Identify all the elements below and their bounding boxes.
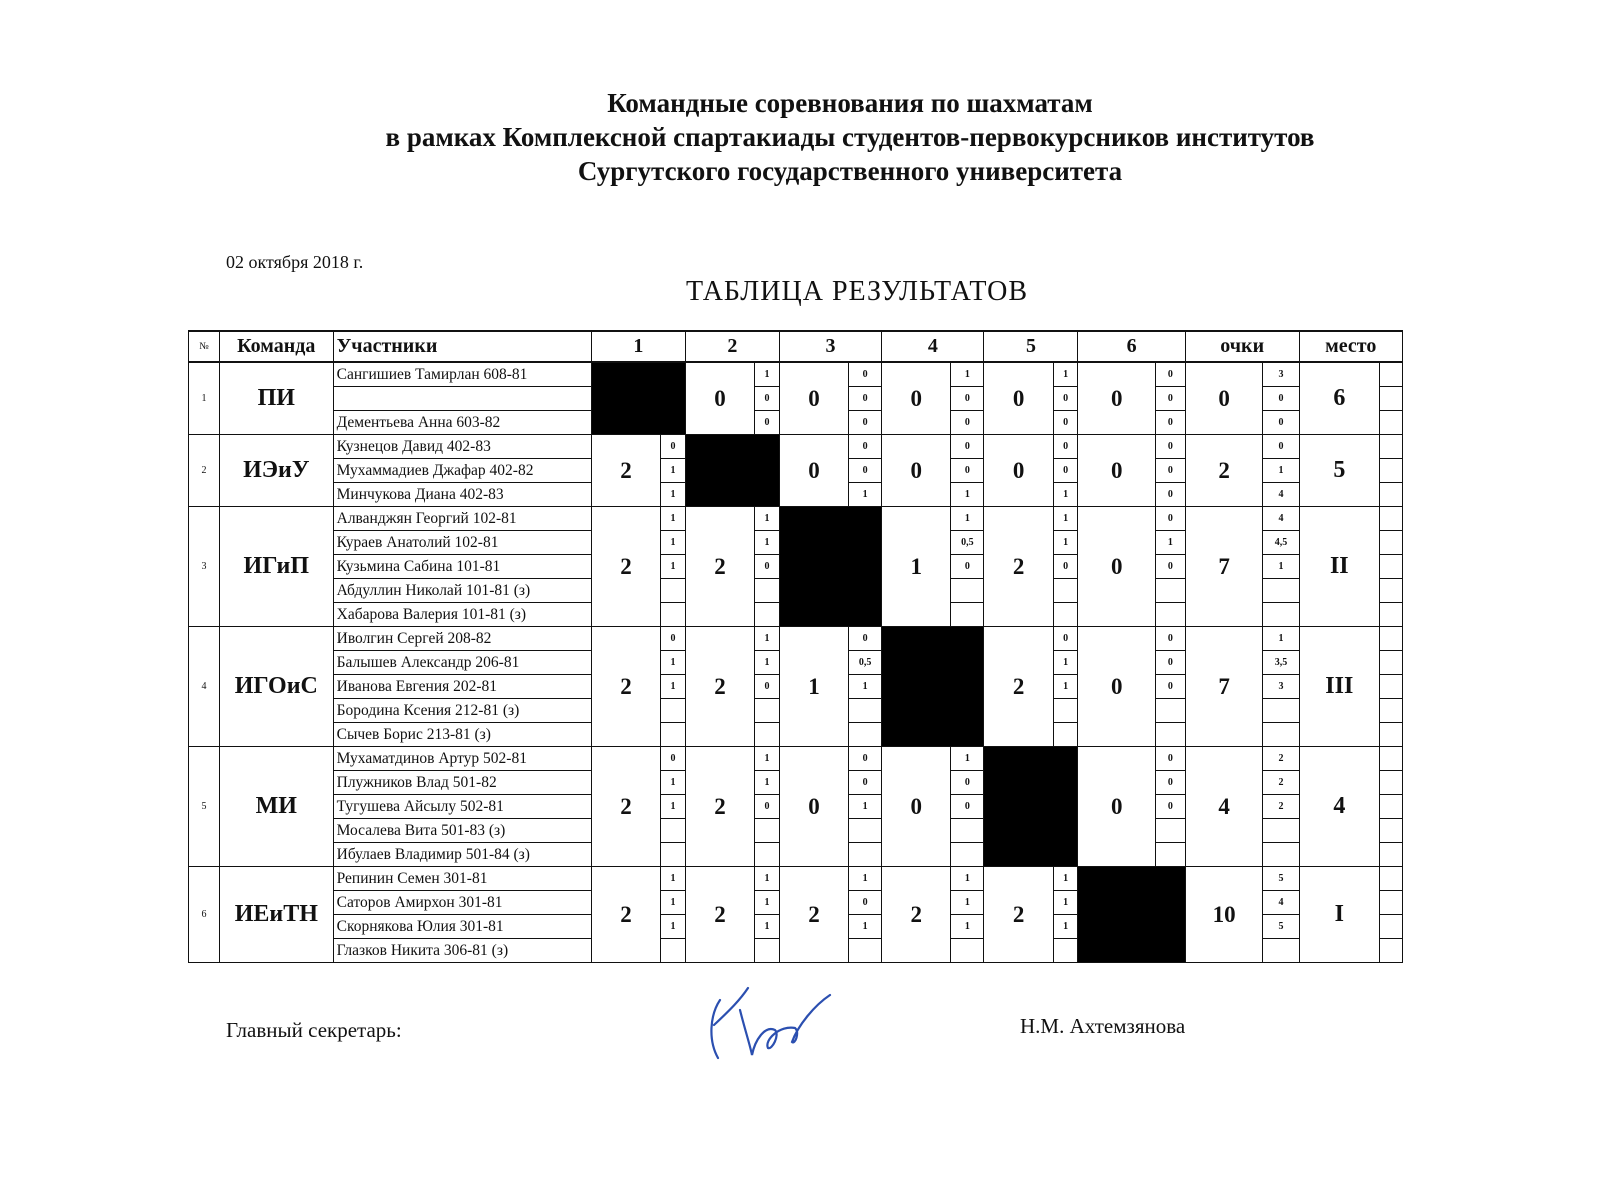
place-extra-cell — [1380, 507, 1403, 531]
signature — [700, 970, 840, 1070]
board-score: 0 — [1053, 411, 1078, 435]
board-score — [849, 819, 882, 843]
participant-name: Бородина Ксения 212-81 (з) — [333, 699, 591, 723]
place-extra-cell — [1380, 411, 1403, 435]
board-score: 0 — [755, 555, 780, 579]
document-date: 02 октября 2018 г. — [226, 252, 364, 272]
board-score: 0 — [849, 627, 882, 651]
board-score: 1 — [849, 867, 882, 891]
board-score — [755, 939, 780, 963]
match-result: 0 — [779, 362, 848, 435]
header-round-1: 1 — [591, 331, 685, 362]
board-score: 1 — [1053, 362, 1078, 387]
team-place: III — [1299, 627, 1380, 747]
match-result: 2 — [685, 627, 754, 747]
place-extra-cell — [1380, 483, 1403, 507]
board-score — [1155, 723, 1185, 747]
board-score: 1 — [1053, 483, 1078, 507]
place-extra-cell — [1380, 819, 1403, 843]
header-round-2: 2 — [685, 331, 779, 362]
board-score — [661, 939, 686, 963]
place-extra-cell — [1380, 675, 1403, 699]
board-score: 0 — [755, 795, 780, 819]
board-score: 0 — [755, 675, 780, 699]
team-name: ИЕиТН — [219, 867, 333, 963]
match-result: 0 — [882, 435, 951, 507]
board-points: 0 — [1263, 387, 1299, 411]
team-name: ПИ — [219, 362, 333, 435]
match-result: 0 — [1078, 435, 1155, 507]
board-score — [661, 723, 686, 747]
board-score: 0 — [849, 891, 882, 915]
participant-name: Иванова Евгения 202-81 — [333, 675, 591, 699]
title-line-1: Командные соревнования по шахматам — [607, 88, 1093, 118]
board-score — [755, 699, 780, 723]
participant-name: Скорнякова Юлия 301-81 — [333, 915, 591, 939]
board-score: 0 — [1155, 795, 1185, 819]
board-score: 0 — [951, 555, 984, 579]
place-extra-cell — [1380, 867, 1403, 891]
board-score: 0 — [1155, 483, 1185, 507]
board-score: 1 — [755, 867, 780, 891]
match-result: 0 — [779, 747, 848, 867]
board-points — [1263, 579, 1299, 603]
board-score: 0 — [951, 387, 984, 411]
board-score: 1 — [755, 747, 780, 771]
board-score — [755, 723, 780, 747]
board-points: 4 — [1263, 483, 1299, 507]
participant-name: Саторов Амирхон 301-81 — [333, 891, 591, 915]
board-score — [661, 603, 686, 627]
board-score: 1 — [755, 507, 780, 531]
board-score: 0 — [849, 747, 882, 771]
place-extra-cell — [1380, 603, 1403, 627]
board-score — [661, 843, 686, 867]
header-team: Команда — [219, 331, 333, 362]
board-score — [849, 699, 882, 723]
board-score — [661, 819, 686, 843]
board-points: 0 — [1263, 435, 1299, 459]
board-score: 0 — [849, 411, 882, 435]
board-score: 1 — [661, 531, 686, 555]
participant-name: Плужников Влад 501-82 — [333, 771, 591, 795]
results-body — [189, 362, 1403, 963]
board-score: 1 — [1053, 651, 1078, 675]
board-score: 1 — [661, 675, 686, 699]
board-score — [849, 723, 882, 747]
board-score: 1 — [661, 459, 686, 483]
match-result: 2 — [685, 867, 754, 963]
board-score: 0 — [951, 459, 984, 483]
match-result: 2 — [591, 507, 660, 627]
title-line-3: Сургутского государственного университета — [577, 156, 1123, 186]
self-play-cell — [591, 362, 685, 435]
board-score — [1155, 603, 1185, 627]
board-points: 3 — [1263, 362, 1299, 387]
team-name: МИ — [219, 747, 333, 867]
board-score: 0 — [849, 435, 882, 459]
board-points: 1 — [1263, 459, 1299, 483]
match-result: 2 — [591, 435, 660, 507]
board-score: 0,5 — [951, 531, 984, 555]
team-place: 5 — [1299, 435, 1380, 507]
participant-name: Мухаммадиев Джафар 402-82 — [333, 459, 591, 483]
header-points: очки — [1185, 331, 1299, 362]
header-round-3: 3 — [779, 331, 881, 362]
match-result: 0 — [685, 362, 754, 435]
team-number: 6 — [189, 867, 220, 963]
board-score — [951, 579, 984, 603]
match-result: 2 — [591, 747, 660, 867]
header-round-5: 5 — [984, 331, 1078, 362]
board-score — [1053, 579, 1078, 603]
board-score: 0 — [1155, 675, 1185, 699]
board-score: 0 — [1053, 459, 1078, 483]
board-score: 1 — [951, 362, 984, 387]
team-points: 4 — [1185, 747, 1262, 867]
board-score: 0 — [951, 771, 984, 795]
place-extra-cell — [1380, 723, 1403, 747]
match-result: 2 — [779, 867, 848, 963]
participant-name: Минчукова Диана 402-83 — [333, 483, 591, 507]
place-extra-cell — [1380, 891, 1403, 915]
header-participants: Участники — [333, 331, 591, 362]
board-score: 1 — [661, 915, 686, 939]
board-points — [1263, 819, 1299, 843]
participant-name: Глазков Никита 306-81 (з) — [333, 939, 591, 963]
header-no: № — [189, 331, 220, 362]
board-score: 1 — [951, 747, 984, 771]
team-name: ИЭиУ — [219, 435, 333, 507]
match-result: 0 — [882, 747, 951, 867]
team-number: 5 — [189, 747, 220, 867]
board-score — [661, 699, 686, 723]
match-result: 2 — [984, 867, 1053, 963]
match-result: 0 — [984, 362, 1053, 435]
team-name: ИГОиС — [219, 627, 333, 747]
table-row — [189, 507, 1403, 531]
match-result: 2 — [591, 867, 660, 963]
participant-name — [333, 387, 591, 411]
match-result: 0 — [984, 435, 1053, 507]
board-score: 0 — [849, 387, 882, 411]
match-result: 0 — [882, 362, 951, 435]
board-points — [1263, 603, 1299, 627]
board-score: 0 — [661, 627, 686, 651]
board-score — [849, 843, 882, 867]
place-extra-cell — [1380, 459, 1403, 483]
team-points: 7 — [1185, 627, 1262, 747]
board-score: 1 — [661, 771, 686, 795]
board-score — [1053, 699, 1078, 723]
board-score: 1 — [661, 507, 686, 531]
team-points: 2 — [1185, 435, 1262, 507]
board-score: 0 — [1155, 387, 1185, 411]
team-number: 3 — [189, 507, 220, 627]
board-score — [1053, 603, 1078, 627]
board-points — [1263, 843, 1299, 867]
place-extra-cell — [1380, 843, 1403, 867]
board-score: 1 — [661, 555, 686, 579]
board-score: 0 — [1053, 627, 1078, 651]
participant-name: Абдуллин Николай 101-81 (з) — [333, 579, 591, 603]
board-score: 0 — [849, 362, 882, 387]
self-play-cell — [882, 627, 984, 747]
participant-name: Кураев Анатолий 102-81 — [333, 531, 591, 555]
match-result: 1 — [882, 507, 951, 627]
header-place: место — [1299, 331, 1402, 362]
table-row — [189, 435, 1403, 459]
self-play-cell — [984, 747, 1078, 867]
board-score: 1 — [849, 483, 882, 507]
table-row — [189, 362, 1403, 387]
self-play-cell — [1078, 867, 1185, 963]
board-score: 0 — [661, 435, 686, 459]
board-score: 0 — [951, 435, 984, 459]
board-points: 1 — [1263, 555, 1299, 579]
match-result: 2 — [882, 867, 951, 963]
match-result: 0 — [1078, 627, 1155, 747]
place-extra-cell — [1380, 651, 1403, 675]
board-score — [849, 939, 882, 963]
board-score: 1 — [951, 483, 984, 507]
place-extra-cell — [1380, 771, 1403, 795]
table-row — [189, 867, 1403, 891]
match-result: 2 — [984, 627, 1053, 747]
header-round-6: 6 — [1078, 331, 1185, 362]
match-result: 2 — [591, 627, 660, 747]
document-title — [200, 86, 1500, 188]
board-score: 1 — [755, 891, 780, 915]
team-place: I — [1299, 867, 1380, 963]
board-score: 1 — [1155, 531, 1185, 555]
place-extra-cell — [1380, 699, 1403, 723]
board-points: 4,5 — [1263, 531, 1299, 555]
board-score — [661, 579, 686, 603]
board-score: 1 — [1053, 531, 1078, 555]
table-heading: ТАБЛИЦА РЕЗУЛЬТАТОВ — [686, 276, 1029, 307]
board-score: 0 — [849, 771, 882, 795]
board-score: 1 — [755, 531, 780, 555]
board-score: 1 — [1053, 891, 1078, 915]
team-number: 4 — [189, 627, 220, 747]
board-points: 4 — [1263, 507, 1299, 531]
board-score: 1 — [1053, 507, 1078, 531]
results-table — [188, 330, 1403, 963]
participant-name: Репинин Семен 301-81 — [333, 867, 591, 891]
board-score: 0 — [849, 459, 882, 483]
board-score: 0 — [1155, 771, 1185, 795]
board-score: 0 — [1155, 627, 1185, 651]
board-score: 0 — [1155, 411, 1185, 435]
board-score: 1 — [755, 627, 780, 651]
participant-name: Мухаматдинов Артур 502-81 — [333, 747, 591, 771]
board-points: 4 — [1263, 891, 1299, 915]
team-number: 2 — [189, 435, 220, 507]
board-points: 3,5 — [1263, 651, 1299, 675]
board-score: 0 — [1155, 362, 1185, 387]
team-points: 7 — [1185, 507, 1262, 627]
board-score — [755, 819, 780, 843]
team-place: 4 — [1299, 747, 1380, 867]
team-place: 6 — [1299, 362, 1380, 435]
self-play-cell — [685, 435, 779, 507]
board-points — [1263, 699, 1299, 723]
match-result: 0 — [1078, 362, 1155, 435]
board-score: 1 — [849, 795, 882, 819]
self-play-cell — [779, 507, 881, 627]
header-row — [189, 331, 1403, 362]
board-score: 1 — [755, 362, 780, 387]
participant-name: Алванджян Георгий 102-81 — [333, 507, 591, 531]
board-score — [1053, 939, 1078, 963]
board-score: 1 — [661, 651, 686, 675]
participant-name: Иволгин Сергей 208-82 — [333, 627, 591, 651]
board-score: 1 — [661, 891, 686, 915]
place-extra-cell — [1380, 939, 1403, 963]
board-score: 0 — [1053, 435, 1078, 459]
match-result: 0 — [1078, 507, 1155, 627]
board-score — [951, 939, 984, 963]
board-score: 1 — [951, 507, 984, 531]
board-score — [1155, 699, 1185, 723]
board-score: 1 — [951, 891, 984, 915]
place-extra-cell — [1380, 555, 1403, 579]
place-extra-cell — [1380, 579, 1403, 603]
board-points: 2 — [1263, 771, 1299, 795]
match-result: 2 — [984, 507, 1053, 627]
team-place: II — [1299, 507, 1380, 627]
participant-name: Тугушева Айсылу 502-81 — [333, 795, 591, 819]
participant-name: Ибулаев Владимир 501-84 (з) — [333, 843, 591, 867]
board-score: 0 — [951, 795, 984, 819]
title-line-2: в рамках Комплексной спартакиады студентов-первокурсников институтов — [385, 122, 1315, 152]
match-result: 2 — [685, 507, 754, 627]
board-points: 5 — [1263, 867, 1299, 891]
board-score — [951, 819, 984, 843]
match-result: 0 — [1078, 747, 1155, 867]
team-name: ИГиП — [219, 507, 333, 627]
board-score — [1155, 819, 1185, 843]
board-score: 0 — [1155, 747, 1185, 771]
match-result: 0 — [779, 435, 848, 507]
board-score — [755, 579, 780, 603]
board-score: 0 — [951, 411, 984, 435]
board-points: 2 — [1263, 747, 1299, 771]
board-points — [1263, 723, 1299, 747]
board-points: 5 — [1263, 915, 1299, 939]
place-extra-cell — [1380, 387, 1403, 411]
secretary-label: Главный секретарь: — [226, 1018, 402, 1042]
board-score: 1 — [661, 483, 686, 507]
participant-name: Сангишиев Тамирлан 608-81 — [333, 362, 591, 387]
table-row — [189, 627, 1403, 651]
header-round-4: 4 — [882, 331, 984, 362]
place-extra-cell — [1380, 362, 1403, 387]
board-score: 0 — [755, 387, 780, 411]
board-score: 1 — [755, 651, 780, 675]
board-score: 0 — [661, 747, 686, 771]
match-result: 2 — [685, 747, 754, 867]
board-score — [755, 603, 780, 627]
board-score: 1 — [849, 675, 882, 699]
board-score: 0 — [1053, 555, 1078, 579]
team-points: 10 — [1185, 867, 1262, 963]
board-score: 1 — [1053, 675, 1078, 699]
board-score: 0 — [1053, 387, 1078, 411]
participant-name: Дементьева Анна 603-82 — [333, 411, 591, 435]
board-score: 1 — [1053, 867, 1078, 891]
board-score: 1 — [755, 771, 780, 795]
board-points: 0 — [1263, 411, 1299, 435]
place-extra-cell — [1380, 915, 1403, 939]
board-score: 1 — [951, 867, 984, 891]
table-row — [189, 747, 1403, 771]
board-points: 2 — [1263, 795, 1299, 819]
place-extra-cell — [1380, 531, 1403, 555]
board-score — [1155, 843, 1185, 867]
board-score: 1 — [951, 915, 984, 939]
participant-name: Кузнецов Давид 402-83 — [333, 435, 591, 459]
board-score — [1155, 579, 1185, 603]
board-score — [1053, 723, 1078, 747]
board-score — [951, 603, 984, 627]
board-score: 1 — [661, 867, 686, 891]
secretary-name: Н.М. Ахтемзянова — [1020, 1014, 1186, 1038]
board-score: 0,5 — [849, 651, 882, 675]
participant-name: Хабарова Валерия 101-81 (з) — [333, 603, 591, 627]
board-score: 0 — [1155, 555, 1185, 579]
place-extra-cell — [1380, 795, 1403, 819]
board-score: 1 — [1053, 915, 1078, 939]
board-score: 1 — [849, 915, 882, 939]
board-score: 0 — [1155, 435, 1185, 459]
place-extra-cell — [1380, 747, 1403, 771]
participant-name: Сычев Борис 213-81 (з) — [333, 723, 591, 747]
board-points: 3 — [1263, 675, 1299, 699]
team-number: 1 — [189, 362, 220, 435]
board-score: 1 — [755, 915, 780, 939]
board-score: 0 — [1155, 507, 1185, 531]
board-score: 0 — [1155, 651, 1185, 675]
board-score: 0 — [1155, 459, 1185, 483]
board-points: 1 — [1263, 627, 1299, 651]
team-points: 0 — [1185, 362, 1262, 435]
board-score — [755, 843, 780, 867]
participant-name: Балышев Александр 206-81 — [333, 651, 591, 675]
participant-name: Мосалева Вита 501-83 (з) — [333, 819, 591, 843]
participant-name: Кузьмина Сабина 101-81 — [333, 555, 591, 579]
board-score: 1 — [661, 795, 686, 819]
board-points — [1263, 939, 1299, 963]
board-score — [951, 843, 984, 867]
place-extra-cell — [1380, 435, 1403, 459]
match-result: 1 — [779, 627, 848, 747]
place-extra-cell — [1380, 627, 1403, 651]
board-score: 0 — [755, 411, 780, 435]
